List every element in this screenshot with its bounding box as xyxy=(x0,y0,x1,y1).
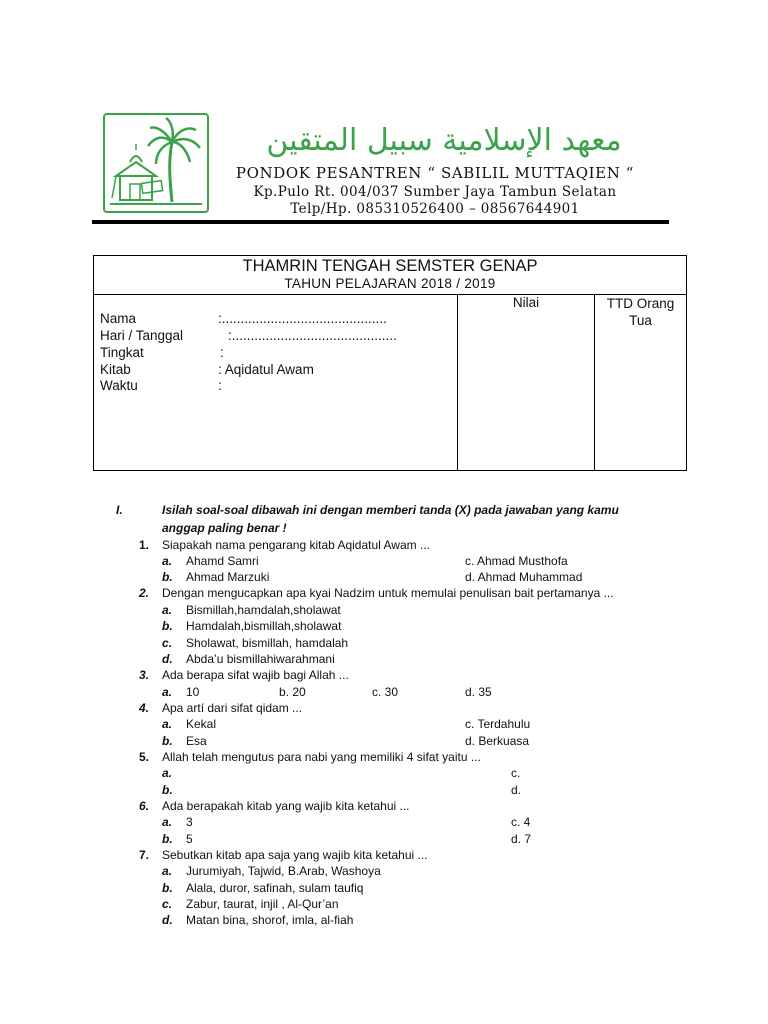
question-text: Apa artí dari sifat qidam ... xyxy=(162,701,303,715)
field-kitab xyxy=(100,362,314,377)
field-value: :............................................ xyxy=(228,328,397,343)
option-text[interactable]: Kekal xyxy=(186,717,217,731)
instruction-line-2: anggap paling benar ! xyxy=(162,521,287,535)
option-text[interactable]: 3 xyxy=(186,815,193,829)
question-text: Sebutkan kitab apa saja yang wajib kita ketahui ... xyxy=(162,848,428,862)
question-number: 7. xyxy=(139,848,150,862)
question-text: Ada berapakah kitab yang wajib kita ketahui ... xyxy=(162,799,410,813)
question-number: 3. xyxy=(139,668,150,682)
option-text[interactable]: d. Ahmad Muhammad xyxy=(465,570,583,584)
question-text: Ada berapa sifat wajib bagi Allah ... xyxy=(162,668,349,682)
field-label: Nama xyxy=(100,311,137,326)
option-text[interactable]: Alala, duror, safinah, sulam taufiq xyxy=(186,881,364,895)
header-rule xyxy=(92,220,669,224)
column-divider xyxy=(457,294,458,470)
question-number: 4. xyxy=(139,701,150,715)
option-text[interactable]: 5 xyxy=(186,832,193,846)
option-letter[interactable]: c. xyxy=(162,897,173,911)
question-number: 2. xyxy=(139,586,150,600)
field-value: : Aqidatul Awam xyxy=(218,362,314,377)
field-tingkat[interactable] xyxy=(100,345,224,360)
option-text[interactable]: c. Terdahulu xyxy=(465,717,531,731)
option-letter[interactable]: a. xyxy=(162,766,173,780)
option-letter[interactable]: a. xyxy=(162,603,173,617)
option-text[interactable]: c. Ahmad Musthofa xyxy=(465,554,568,568)
exam-info-box xyxy=(93,255,687,471)
option-text[interactable]: d. 7 xyxy=(511,832,532,846)
question-number: 6. xyxy=(139,799,150,813)
option-letter[interactable]: a. xyxy=(162,685,173,699)
option-text[interactable]: Matan bina, shorof, imla, al-fiah xyxy=(186,913,354,927)
question-text: Allah telah mengutus para nabi yang memiliki 4 sifat yaitu ... xyxy=(162,750,481,764)
field-nama[interactable] xyxy=(100,311,387,326)
field-value: :............................................ xyxy=(218,311,387,326)
option-text[interactable]: Abda’u bismillahiwarahmani xyxy=(186,652,335,666)
option-letter[interactable]: a. xyxy=(162,554,173,568)
arabic-calligraphy-title: معهد الإسلامية سبيل المتقين xyxy=(266,123,622,158)
option-text[interactable]: d. Berkuasa xyxy=(465,734,530,748)
option-letter[interactable]: b. xyxy=(162,570,173,584)
option-text[interactable]: d. 35 xyxy=(465,685,492,699)
option-letter[interactable]: a. xyxy=(162,815,173,829)
field-label: Waktu xyxy=(100,378,138,393)
question-number: 5. xyxy=(139,750,150,764)
option-letter[interactable]: b. xyxy=(162,734,173,748)
option-text[interactable]: Sholawat, bismillah, hamdalah xyxy=(186,636,349,650)
option-letter[interactable]: b. xyxy=(162,783,173,797)
field-hari-tanggal[interactable] xyxy=(100,328,397,343)
option-text[interactable]: Esa xyxy=(186,734,207,748)
option-text[interactable]: Jurumiyah, Tajwid, B.Arab, Washoya xyxy=(186,864,381,878)
option-text[interactable]: Bismillah,hamdalah,sholawat xyxy=(186,603,341,617)
field-label: Kitab xyxy=(100,362,131,377)
school-phone: Telp/Hp. 085310526400 – 08567644901 xyxy=(290,201,580,217)
option-text[interactable]: 10 xyxy=(186,685,200,699)
ttd-label-line2: Tua xyxy=(629,313,652,328)
school-address: Kp.Pulo Rt. 004/037 Sumber Jaya Tambun Selatan xyxy=(253,184,617,200)
field-label: Hari / Tanggal xyxy=(100,328,184,343)
option-letter[interactable]: d. xyxy=(162,913,173,927)
field-label: Tingkat xyxy=(100,345,144,360)
option-letter[interactable]: a. xyxy=(162,717,173,731)
option-letter[interactable]: d. xyxy=(162,652,173,666)
option-letter[interactable]: b. xyxy=(162,881,173,895)
field-value: : xyxy=(218,378,222,393)
option-letter[interactable]: b. xyxy=(162,832,173,846)
exam-title-row xyxy=(94,256,686,295)
option-text[interactable]: c. xyxy=(511,766,521,780)
option-text[interactable]: b. 20 xyxy=(279,685,306,699)
option-letter[interactable]: b. xyxy=(162,619,173,633)
exam-year: TAHUN PELAJARAN 2018 / 2019 xyxy=(284,276,496,291)
option-text[interactable]: c. 30 xyxy=(372,685,399,699)
section-number: I. xyxy=(116,503,123,517)
option-letter[interactable]: a. xyxy=(162,864,173,878)
field-waktu[interactable] xyxy=(100,378,222,393)
question-text: Siapakah nama pengarang kitab Aqidatul Awam ... xyxy=(162,538,430,552)
question-text: Dengan mengucapkan apa kyai Nadzim untuk memulai penulisan bait pertamanya ... xyxy=(162,586,614,600)
field-value: : xyxy=(220,345,224,360)
option-text[interactable]: Ahmad Marzuki xyxy=(186,570,270,584)
school-name: PONDOK PESANTREN “ SABILIL MUTTAQIEN “ xyxy=(235,164,635,182)
option-text[interactable]: c. 4 xyxy=(511,815,531,829)
pesantren-logo-icon xyxy=(102,112,210,214)
option-text[interactable]: Zabur, taurat, injil , Al-Qur’an xyxy=(186,897,339,911)
option-text[interactable]: Hamdalah,bismillah,sholawat xyxy=(186,619,342,633)
question-number: 1. xyxy=(139,538,150,552)
option-text[interactable]: Ahamd Samri xyxy=(186,554,259,568)
nilai-label: Nilai xyxy=(512,295,540,310)
ttd-label-line1: TTD Orang xyxy=(606,296,675,311)
option-letter[interactable]: c. xyxy=(162,636,173,650)
instruction-line-1: Isilah soal-soal dibawah ini dengan memberi tanda (X) pada jawaban yang kamu xyxy=(162,503,619,517)
ttd-label xyxy=(595,295,686,329)
option-text[interactable]: d. xyxy=(511,783,522,797)
exam-title: THAMRIN TENGAH SEMSTER GENAP xyxy=(242,257,538,275)
